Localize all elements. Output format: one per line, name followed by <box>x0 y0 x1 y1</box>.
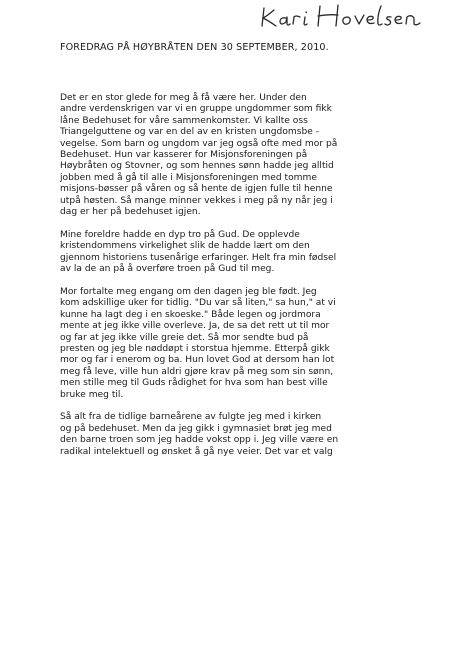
text-line: gjennom historiens tusenårige erfaringer. Helt fra min fødsel <box>60 252 337 263</box>
handwritten-signature-drawing <box>258 2 448 32</box>
text-line: presten og jeg ble nøddøpt i storstua hjemme. Etterpå gikk <box>60 343 330 354</box>
text-line: låne Bedehuset for våre sammenkomster. Vi kallte oss <box>60 115 308 126</box>
text-line: vegelse. Som barn og ungdom var jeg også ofte med mor på <box>60 138 338 149</box>
document-body <box>60 93 420 469</box>
text-line: misjons-bøsser på våren og så hente de igjen fulle til henne <box>60 184 333 195</box>
text-line: Bedehuset. Hun var kasserer for Misjonsforeningen på <box>60 150 308 161</box>
paragraph-1 <box>60 93 420 218</box>
text-line: radikal intelektuell og ønsket å gå nye veier. Det var et valg <box>60 446 333 457</box>
text-line: utpå høsten. Så mange minner vekkes i meg på ny når jeg i <box>60 195 333 206</box>
text-line: Mine foreldre hadde en dyp tro på Gud. De opplevde <box>60 229 300 240</box>
text-line: kristendommens virkelighet slik de hadde lært om den <box>60 241 310 252</box>
text-line: kunne ha lagt deg i en skoeske." Både legen og jordmora <box>60 309 321 320</box>
text-line: og far at jeg ikke ville greie det. Så mor sendte bud på <box>60 332 309 343</box>
text-line: Det er en stor glede for meg å få være her. Under den <box>60 93 307 103</box>
text-line: av la de an på å overføre troen på Gud til meg. <box>60 264 275 275</box>
text-line: bruke meg til. <box>60 389 124 400</box>
paragraph-2 <box>60 230 420 276</box>
text-line: mente at jeg ikke ville overleve. Ja, de sa det rett ut til mor <box>60 321 330 332</box>
text-line: jobben med å gå til alle i Misjonsforeningen med tomme <box>60 172 317 183</box>
text-line: andre verdenskrigen var vi en gruppe ungdommer som fikk <box>60 104 332 115</box>
text-line: kom adskillige uker for tidlig. "Du var så liten," sa hun," at vi <box>60 298 336 309</box>
text-line: og på bedehuset. Men da jeg gikk i gymnasiet brøt jeg med <box>60 423 332 434</box>
paragraph-3 <box>60 287 420 401</box>
text-line: Høybråten og Stovner, og som hennes sønn hadde jeg alltid <box>60 161 334 172</box>
text-line: den barne troen som jeg hadde vokst opp i. Jeg ville være en <box>60 435 339 446</box>
handwritten-signature <box>258 2 448 32</box>
text-line: meg få leve, ville hun aldri gjøre krav på meg som sin sønn, <box>60 366 334 377</box>
text-line: mor og far i enerom og ba. Hun lovet God at dersom han lot <box>60 355 335 366</box>
text-line: Så alt fra de tidlige barneårene av fulgte jeg med i kirken <box>60 412 322 423</box>
text-line: Triangelguttene og var en del av en kristen ungdomsbe - <box>60 127 320 138</box>
document-heading: FOREDRAG PÅ HØYBRÅTEN DEN 30 SEPTEMBER, 2010. <box>60 42 329 53</box>
text-line: Mor fortalte meg engang om den dagen jeg ble født. Jeg <box>60 286 317 297</box>
text-line: men stille meg til Guds rådighet for hva som han best ville <box>60 378 328 389</box>
text-line: dag er her på bedehuset igjen. <box>60 207 201 218</box>
paragraph-4 <box>60 412 420 458</box>
